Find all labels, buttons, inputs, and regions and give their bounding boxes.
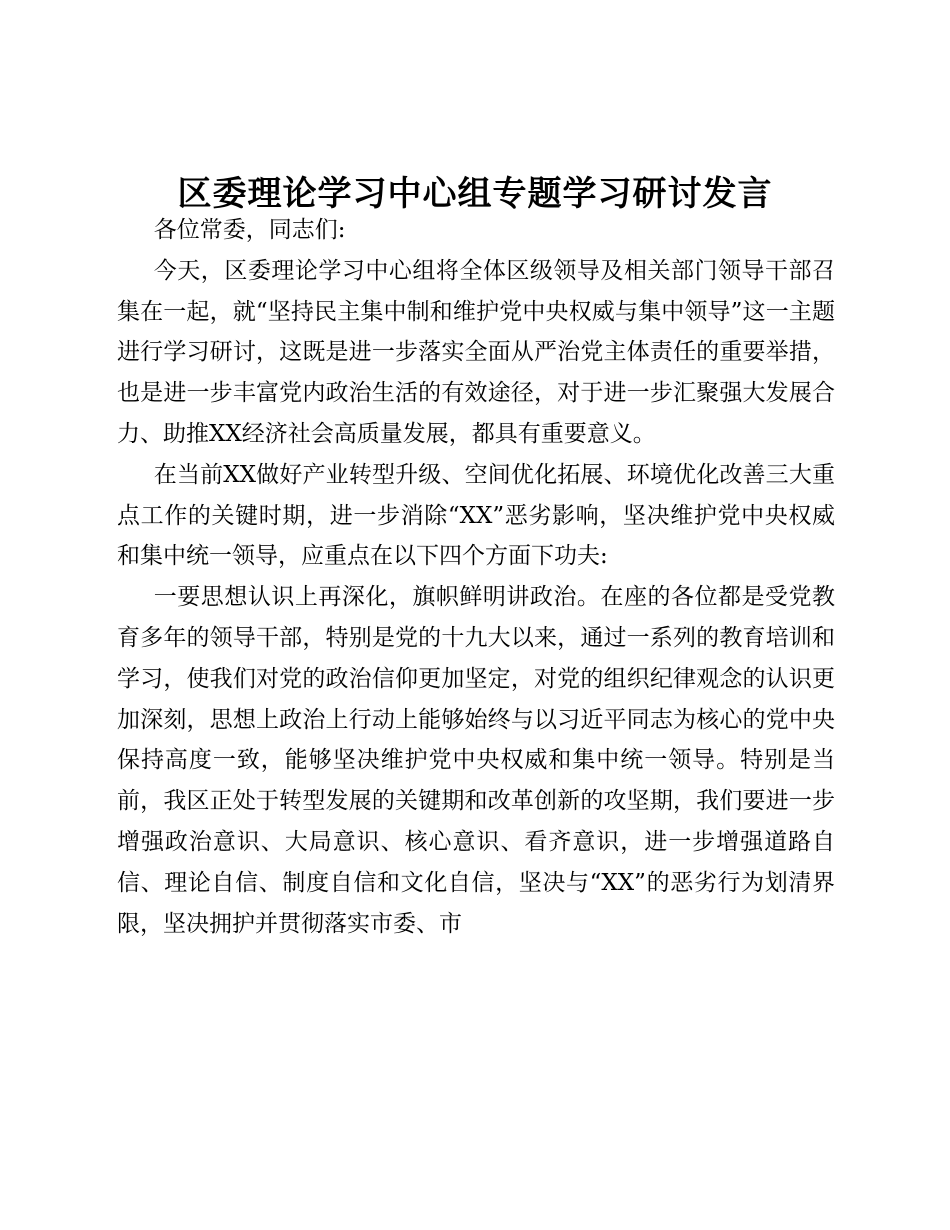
- paragraph-introduction: 今天，区委理论学习中心组将全体区级领导及相关部门领导干部召集在一起，就“坚持民主集中制和维护党中央权威与集中领导”这一主题进行学习研讨，这既是进一步落实全面从严治党主体责任的重要举措，也是进一步丰富党内政治生活的有效途径，对于进一步汇聚强大发展合力、助推XX经济社会高质量发展，都具有重要意义。: [117, 257, 835, 447]
- paragraph-context: 在当前XX做好产业转型升级、空间优化拓展、环境优化改善三大重点工作的关键时期，进一步消除“XX”恶劣影响，坚决维护党中央权威和集中统一领导，应重点在以下四个方面下功夫:: [117, 461, 835, 570]
- paragraph-greeting: 各位常委，同志们:: [153, 217, 346, 243]
- page-title: 区委理论学习中心组专题学习研讨发言: [177, 174, 773, 214]
- document-body: [117, 210, 835, 944]
- paragraph-point-one: 一要思想认识上再深化，旗帜鲜明讲政治。在座的各位都是受党教育多年的领导干部，特别是党的十九大以来，通过一系列的教育培训和学习，使我们对党的政治信仰更加坚定，对党的组织纪律观念的认识更加深刻，思想上政治上行动上能够始终与以习近平同志为核心的党中央保持高度一致，能够坚决维护党中央权威和集中统一领导。特别是当前，我区正处于转型发展的关键期和改革创新的攻坚期，我们要进一步增强政治意识、大局意识、核心意识、看齐意识，进一步增强道路自信、理论自信、制度自信和文化自信，坚决与“XX”的恶劣行为划清界限，坚决拥护并贯彻落实市委、市: [117, 584, 835, 937]
